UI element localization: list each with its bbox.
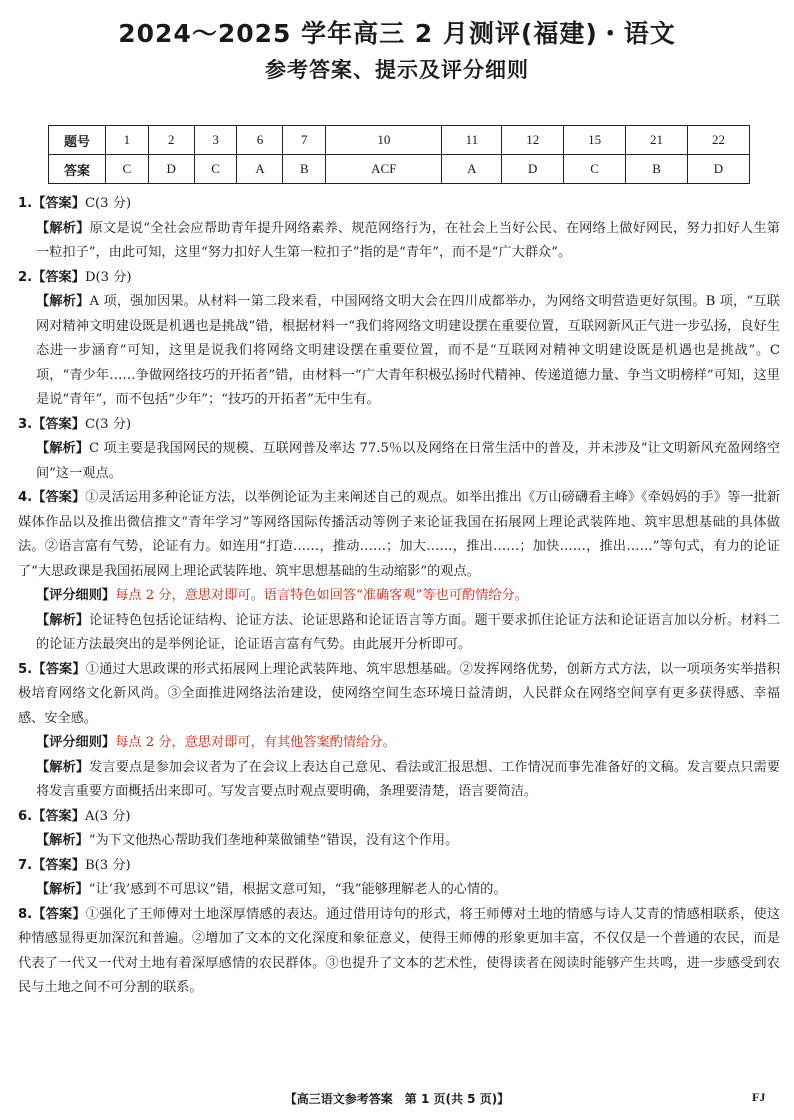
analysis-text: C 项主要是我国网民的规模、互联网普及率达 77.5％以及网络在日常生活中的普及，并未涉及“让文明新风充盈网络空间”这一观点。 xyxy=(36,441,781,481)
answer-label: 【答案】 xyxy=(32,906,86,922)
answer-row xyxy=(49,155,750,184)
table-cell-answer: B xyxy=(283,155,326,184)
question-6 xyxy=(18,805,780,854)
answer-text: ①强化了王师傅对土地深厚情感的表达。通过借用诗句的形式，将王师傅对土地的情感与诗人艾青的情感相联系，使这种情感显得更加深沉和普遍。②增加了文本的文化深度和象征意义，使得王师傅的形象更加丰富，不仅仅是一个普通的农民，而是代表了一代又一代对土地有着深厚感情的农民群体。③也提升了文本的艺术性，使得读者在阅读时能够产生共鸣，进一步感受到农民与土地之间不可分割的联系。 xyxy=(18,906,781,995)
table-cell-answer: A xyxy=(237,155,283,184)
question-number: 7. xyxy=(18,857,33,873)
answer-content xyxy=(18,192,780,1001)
table-cell-question: 21 xyxy=(626,126,688,155)
table-cell-question: 12 xyxy=(502,126,564,155)
page-title: 2024～2025 学年高三 2 月测评(福建)・语文 xyxy=(118,19,676,48)
analysis-label: 【解析】 xyxy=(36,882,89,897)
question-5 xyxy=(18,658,780,805)
question-7 xyxy=(18,854,780,903)
table-cell-answer: D xyxy=(148,155,194,184)
analysis-label: 【解析】 xyxy=(36,441,90,456)
answer-text: ①通过大思政课的形式拓展网上理论武装阵地、筑牢思想基础。②发挥网络优势，创新方式方法，以一项项务实举措积极培育网络文化新风尚。③全面推进网络法治建设，使网络空间生态环境日益清朗，人民群众在网络空间享有更多获得感、幸福感、安全感。 xyxy=(18,661,781,726)
answer-label: 【答案】 xyxy=(32,661,86,677)
answer-label: 【答案】 xyxy=(32,269,85,285)
question-3 xyxy=(18,413,780,487)
page-subtitle: 参考答案、提示及评分细则 xyxy=(265,58,529,82)
answer-text: B(3 分) xyxy=(84,857,131,873)
analysis-label: 【解析】 xyxy=(36,833,89,848)
answer-label: 【答案】 xyxy=(32,490,86,505)
answer-label: 【答案】 xyxy=(32,808,85,824)
answer-label: 【答案】 xyxy=(32,196,85,211)
analysis-label: 【解析】 xyxy=(36,612,90,628)
table-cell-answer: ACF xyxy=(326,155,442,184)
table-cell-answer: C xyxy=(106,155,149,184)
table-cell-answer: C xyxy=(564,155,626,184)
question-8 xyxy=(18,903,780,1001)
answer-text: D(3 分) xyxy=(84,269,132,285)
answer-label: 【答案】 xyxy=(32,416,85,432)
table-cell-question: 7 xyxy=(283,126,326,155)
answer-text: ①灵活运用多种论证方法，以举例论证为主来阐述自己的观点。如举出推出《万山磅礴看主峰》《牵妈妈的手》等一批新媒体作品以及推出微信推文“青年学习”等网络国际传播活动等例子来论证我国在拓展网上理论武装阵地、筑牢思想基础的具体做法。②语言富有气势，论证有力。如连用“打造……，推动……；加大……，推出……；加快……，推出……”等句式，有力的论证了“大思政课是我国拓展网上理论武装阵地、筑牢思想基础的生动缩影”的观点。 xyxy=(18,490,781,579)
answer-table xyxy=(48,125,750,184)
table-header-answer: 答案 xyxy=(49,155,106,184)
question-number: 3. xyxy=(18,416,33,432)
table-cell-answer: D xyxy=(502,155,564,184)
analysis-text: 论证特色包括论证结构、论证方法、论证思路和论证语言等方面。题干要求抓住论证方法和论证语言加以分析。材料二的论证方法最突出的是举例论证，论证语言富有气势。由此展开分析即可。 xyxy=(36,612,781,652)
analysis-label: 【解析】 xyxy=(36,759,90,775)
answer-text: C(3 分) xyxy=(84,416,132,432)
table-cell-answer: B xyxy=(626,155,688,184)
table-cell-answer: A xyxy=(442,155,502,184)
question-number-row xyxy=(49,126,750,155)
question-number: 8. xyxy=(18,906,33,922)
analysis-text: A 项，强加因果。从材料一第二段来看，中国网络文明大会在四川成都举办，为网络文明营造更好氛围。B 项，“互联网对精神文明建设既是机遇也是挑战”错，根据材料一“我们将网络文明建设摆在重要位置，互联网新风正气进一步弘扬，良好生态进一步涵育”可知，这里是说我们将网络文明建设摆在重要位置，而不是“互联网对精神文明建设既是机遇也是挑战”。C 项，“青少年……争做网络技巧的开拓者”错，由材料一“广大青年积极弘扬时代精神、传递道德力量、争当文明榜样”可知，这里是说“青年”，而不包括“少年”；“技巧的开拓者”无中生有。 xyxy=(36,294,780,407)
table-cell-question: 22 xyxy=(688,126,750,155)
table-header-question: 题号 xyxy=(49,126,106,155)
table-cell-question: 1 xyxy=(106,126,149,155)
analysis-text: 原文是说“全社会应帮助青年提升网络素养、规范网络行为，在社会上当好公民、在网络上做好网民，努力扣好人生第一粒扣子”，由此可知，这里“努力扣好人生第一粒扣子”指的是“青年”，而不是“广大群众”。 xyxy=(36,220,780,260)
table-cell-answer: C xyxy=(194,155,237,184)
page-footer: 【高三语文参考答案 第 1 页(共 5 页)】 xyxy=(284,1092,510,1106)
question-number: 6. xyxy=(18,808,33,824)
scoring-text: 每点 2 分，意思对即可，有其他答案酌情给分。 xyxy=(115,735,396,750)
answer-label: 【答案】 xyxy=(32,857,85,873)
question-number: 1. xyxy=(18,196,33,211)
table-cell-question: 11 xyxy=(442,126,502,155)
scoring-label: 【评分细则】 xyxy=(36,735,116,750)
analysis-label: 【解析】 xyxy=(36,220,90,236)
analysis-text: 发言要点是参加会议者为了在会议上表达自己意见、看法或汇报思想、工作情况而事先准备好的文稿。发言要点只需要将发言重要方面概括出来即可。写发言要点时观点要明确，条理要清楚，语言要简洁。 xyxy=(36,759,781,799)
scoring-label: 【评分细则】 xyxy=(36,588,116,603)
analysis-text: “让‘我’感到不可思议”错，根据文意可知，“我”能够理解老人的心情的。 xyxy=(88,882,507,897)
table-cell-question: 3 xyxy=(194,126,237,155)
question-number: 2. xyxy=(18,269,33,285)
question-number: 5. xyxy=(18,661,33,677)
answer-text: C(3 分) xyxy=(84,196,132,211)
table-cell-question: 10 xyxy=(326,126,442,155)
table-cell-question: 2 xyxy=(148,126,194,155)
answer-text: A(3 分) xyxy=(84,808,131,824)
analysis-label: 【解析】 xyxy=(36,294,90,309)
question-4 xyxy=(18,486,780,658)
table-cell-answer: D xyxy=(688,155,750,184)
scoring-text: 每点 2 分，意思对即可。语言特色如回答“准确客观”等也可酌情给分。 xyxy=(115,588,528,603)
table-cell-question: 15 xyxy=(564,126,626,155)
question-2 xyxy=(18,266,780,413)
question-number: 4. xyxy=(18,490,33,505)
analysis-text: “为下文他热心帮助我们垄地种菜做铺垫”错误，没有这个作用。 xyxy=(88,833,459,848)
question-1 xyxy=(18,192,780,266)
table-cell-question: 6 xyxy=(237,126,283,155)
region-code: FJ xyxy=(752,1090,766,1104)
